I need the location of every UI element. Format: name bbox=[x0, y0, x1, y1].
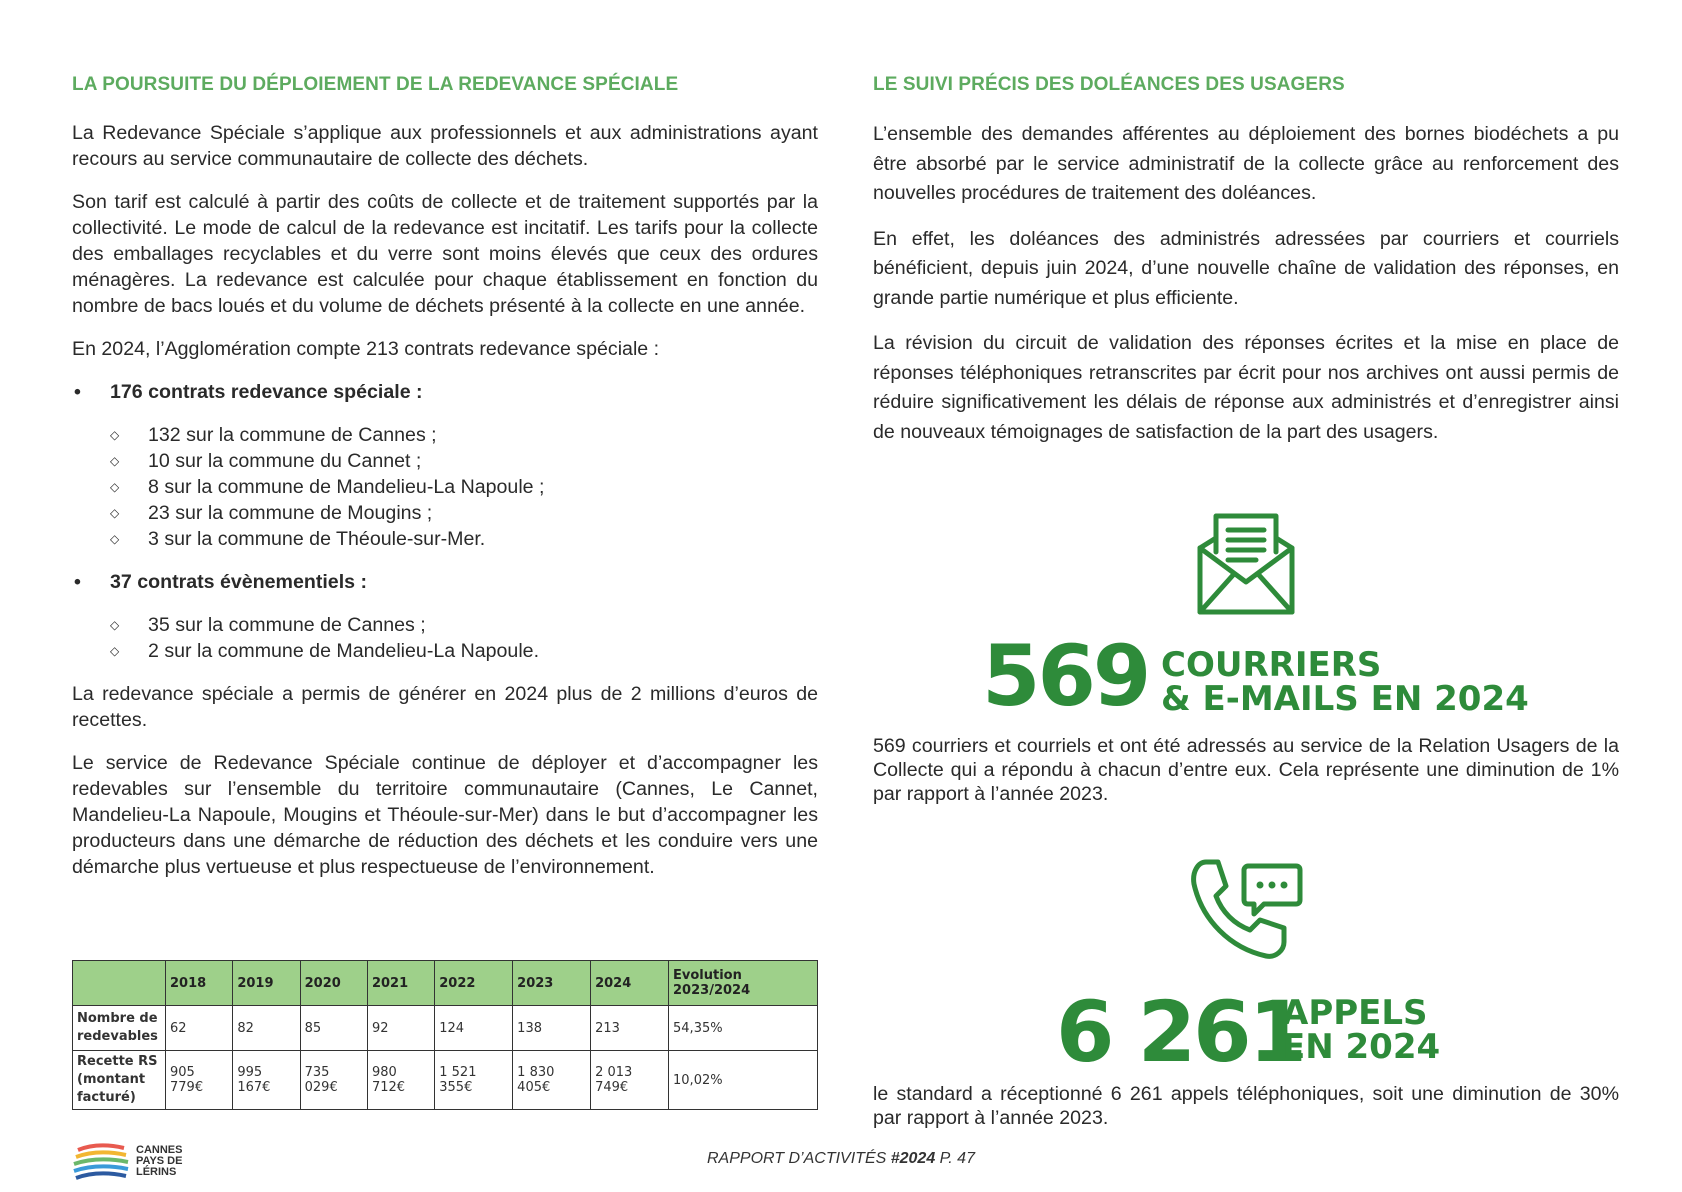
table-cell: 1 830 405€ bbox=[513, 1051, 591, 1110]
diamond-icon: ◇ bbox=[110, 428, 120, 442]
diamond-icon: ◇ bbox=[110, 644, 120, 658]
stat-label-line: EN 2024 bbox=[1282, 1027, 1441, 1067]
list-item bbox=[108, 612, 818, 638]
bullet-text: 37 contrats évènementiels : bbox=[110, 571, 368, 593]
paragraph: La révision du circuit de validation des réponses écrites et la mise en place de réponses téléphoniques retranscrites par écrit pour nos archives ont aussi permis de réduire significativement les délais de réponse aux administrés et d’enregistrer ainsi de nouveaux témoignages de satisfaction de la part des usagers. bbox=[873, 332, 1619, 443]
table-header-cell: 2020 bbox=[300, 961, 367, 1006]
stat-label-courriers bbox=[1161, 645, 1529, 719]
phone-chat-icon bbox=[1188, 858, 1304, 962]
table-header-cell bbox=[73, 961, 166, 1006]
bullet-text: 176 contrats redevance spéciale : bbox=[110, 381, 423, 403]
paragraph: L’ensemble des demandes afférentes au déploiement des bornes biodéchets a pu être absorbé par le service administratif de la collecte grâce au renforcement des nouvelles procédures de traitement des doléances. bbox=[873, 123, 1619, 204]
table-row bbox=[73, 1051, 818, 1110]
footer-text: RAPPORT D’ACTIVITÉS bbox=[707, 1150, 891, 1167]
table-cell: 138 bbox=[513, 1006, 591, 1051]
stat-description-appels: le standard a réceptionné 6 261 appels téléphoniques, soit une diminution de 30% par rapport à l’année 2023. bbox=[873, 1083, 1619, 1129]
bullet-icon: • bbox=[74, 381, 81, 403]
list-item bbox=[108, 638, 818, 664]
table-cell: 735 029€ bbox=[300, 1051, 367, 1110]
table-header-cell: 2019 bbox=[233, 961, 300, 1006]
left-column bbox=[72, 74, 818, 897]
logo-line: LÉRINS bbox=[136, 1165, 177, 1178]
list-item-text: 35 sur la commune de Cannes ; bbox=[148, 614, 426, 636]
table-cell: 62 bbox=[166, 1006, 233, 1051]
table-header-cell: 2018 bbox=[166, 961, 233, 1006]
table-cell: 85 bbox=[300, 1006, 367, 1051]
table-cell: 995 167€ bbox=[233, 1051, 300, 1110]
right-column bbox=[873, 74, 1619, 463]
page-footer bbox=[0, 1150, 1682, 1168]
table-cell: 2 013 749€ bbox=[591, 1051, 669, 1110]
stat-label-appels bbox=[1282, 993, 1441, 1067]
stat-number-appels: 6 261 bbox=[1056, 983, 1305, 1081]
table-cell: 124 bbox=[435, 1006, 513, 1051]
table-header-row bbox=[73, 961, 818, 1006]
list-item-text: 10 sur la commune du Cannet ; bbox=[148, 450, 422, 472]
table-cell: 82 bbox=[233, 1006, 300, 1051]
diamond-icon: ◇ bbox=[110, 532, 120, 546]
stat-label-line: & E-MAILS EN 2024 bbox=[1161, 679, 1529, 719]
table-header-cell: 2023 bbox=[513, 961, 591, 1006]
table-cell: 1 521 355€ bbox=[435, 1051, 513, 1110]
paragraph: Le service de Redevance Spéciale continue de déployer et d’accompagner les redevables sur l’ensemble du territoire communautaire (Cannes, Le Cannet, Mandelieu-La Napoule, Mougins et Théoule-sur-Mer) dans le but d’accompagner les producteurs dans une démarche de réduction des déchets et les conduire vers une démarche plus vertueuse et plus respectueuse de l’environnement. bbox=[72, 752, 818, 878]
paragraph: La redevance spéciale a permis de générer en 2024 plus de 2 millions d’euros de recettes. bbox=[72, 683, 818, 731]
table-cell: 213 bbox=[591, 1006, 669, 1051]
stat-number-courriers: 569 bbox=[982, 627, 1149, 725]
diamond-icon: ◇ bbox=[110, 618, 120, 632]
envelope-icon bbox=[1196, 512, 1296, 616]
logo-line: CANNES bbox=[136, 1143, 183, 1156]
list-item bbox=[108, 448, 818, 474]
table-cell: 980 712€ bbox=[367, 1051, 434, 1110]
paragraph: La Redevance Spéciale s’applique aux professionnels et aux administrations ayant recours au service communautaire de collecte des déchets. bbox=[72, 122, 818, 170]
diamond-icon: ◇ bbox=[110, 480, 120, 494]
footer-year: #2024 bbox=[890, 1150, 936, 1167]
list-item bbox=[108, 422, 818, 448]
list-item-text: 23 sur la commune de Mougins ; bbox=[148, 502, 433, 524]
logo-line: PAYS DE bbox=[136, 1154, 183, 1167]
list-item-text: 2 sur la commune de Mandelieu-La Napoule. bbox=[148, 640, 540, 662]
table-cell: 10,02% bbox=[669, 1051, 818, 1110]
section-title-doleances: LE SUIVI PRÉCIS DES DOLÉANCES DES USAGERS bbox=[873, 74, 1345, 95]
paragraph: Son tarif est calculé à partir des coûts de collecte et de traitement supportés par la collectivité. Le mode de calcul de la redevance est incitatif. Les tarifs pour la collecte des emballages recyclables et du verre sont moins élevés que ceux des ordures ménagères. La redevance est calculée pour chaque établissement en fonction du nombre de bacs loués et du volume de déchets présenté à la collecte en une année. bbox=[72, 191, 818, 317]
bullet-item bbox=[72, 569, 818, 595]
stat-label-line: COURRIERS bbox=[1161, 645, 1382, 685]
stat-description-courriers: 569 courriers et courriels et ont été adressés au service de la Relation Usagers de la Collecte qui a répondu à chacun d’entre eux. Cela représente une diminution de 1% par rapport à l’année 2023. bbox=[873, 735, 1619, 805]
list-item-text: 3 sur la commune de Théoule-sur-Mer. bbox=[148, 528, 486, 550]
table-cell: 54,35% bbox=[669, 1006, 818, 1051]
sub-list bbox=[108, 422, 818, 552]
bullet-item bbox=[72, 379, 818, 405]
table-row-header: Nombre de redevables bbox=[73, 1006, 166, 1051]
paragraph: En 2024, l’Agglomération compte 213 contrats redevance spéciale : bbox=[72, 338, 660, 360]
stat-label-line: APPELS bbox=[1282, 993, 1428, 1033]
list-item-text: 132 sur la commune de Cannes ; bbox=[148, 424, 437, 446]
redevance-table bbox=[72, 960, 818, 1110]
sub-list bbox=[108, 612, 818, 664]
list-item bbox=[108, 500, 818, 526]
table-row bbox=[73, 1006, 818, 1051]
footer-page-number: P. 47 bbox=[935, 1150, 975, 1167]
table-header-cell: Evolution 2023/2024 bbox=[669, 961, 818, 1006]
diamond-icon: ◇ bbox=[110, 506, 120, 520]
table-row-header: Recette RS (montant facturé) bbox=[73, 1051, 166, 1110]
list-item-text: 8 sur la commune de Mandelieu-La Napoule ; bbox=[148, 476, 545, 498]
table-cell: 92 bbox=[367, 1006, 434, 1051]
table-header-cell: 2022 bbox=[435, 961, 513, 1006]
list-item bbox=[108, 474, 818, 500]
diamond-icon: ◇ bbox=[110, 454, 120, 468]
table-header-cell: 2024 bbox=[591, 961, 669, 1006]
table-header-cell: 2021 bbox=[367, 961, 434, 1006]
bullet-icon: • bbox=[74, 571, 81, 593]
list-item bbox=[108, 526, 818, 552]
paragraph: En effet, les doléances des administrés adressées par courriers et courriels bénéficient, depuis juin 2024, d’une nouvelle chaîne de validation des réponses, en grande partie numérique et plus efficiente. bbox=[873, 227, 1619, 309]
table-cell: 905 779€ bbox=[166, 1051, 233, 1110]
section-title-redevance: LA POURSUITE DU DÉPLOIEMENT DE LA REDEVANCE SPÉCIALE bbox=[72, 74, 679, 95]
